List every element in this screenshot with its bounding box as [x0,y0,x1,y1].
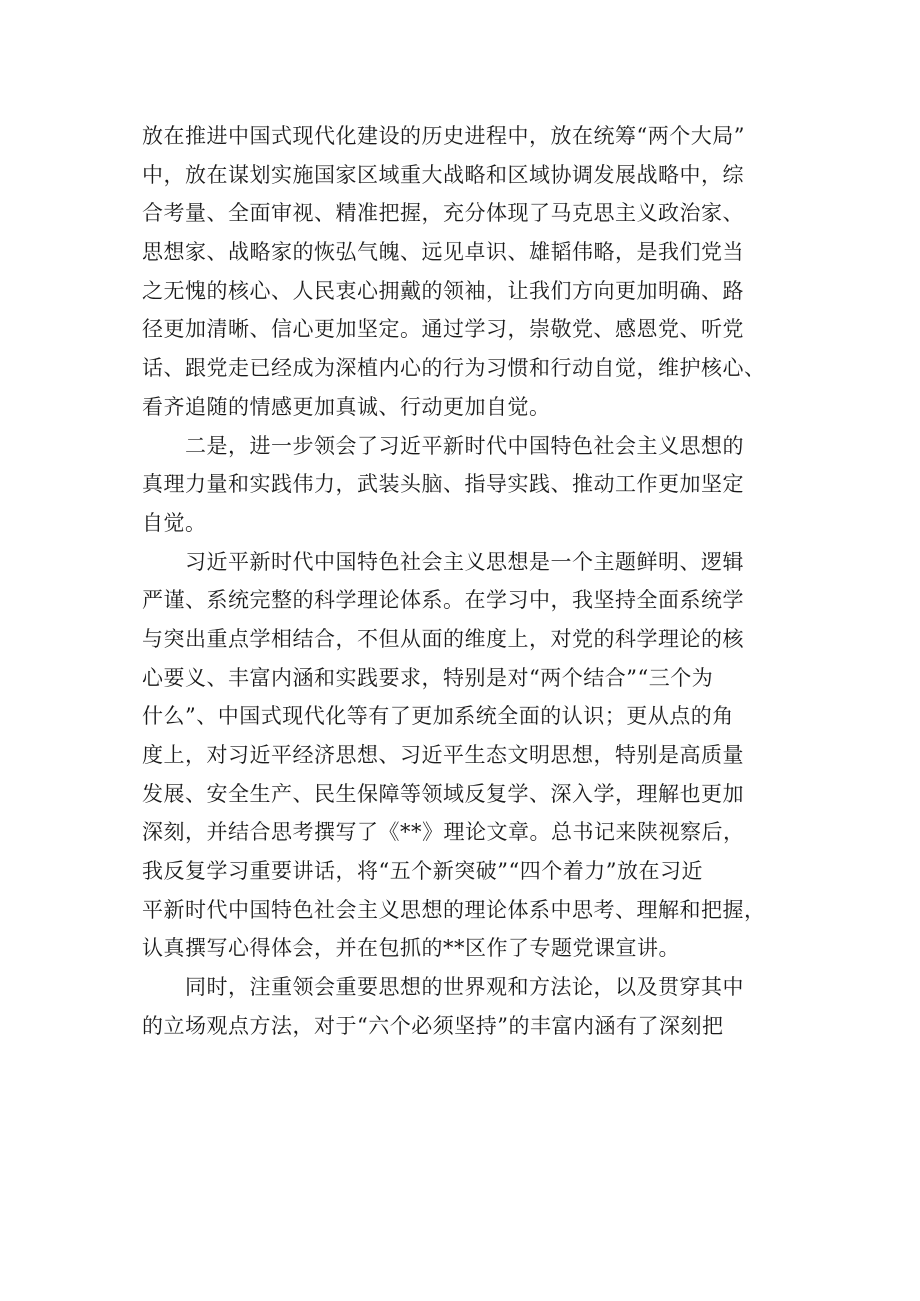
text-line: 的立场观点方法，对于“六个必须坚持”的丰富内涵有了深刻把 [142,1013,724,1038]
text-line: 发展、安全生产、民生保障等领域反复学、深入学，理解也更加 [142,781,744,806]
text-line: 中，放在谋划实施国家区域重大战略和区域协调发展战略中，综 [142,162,744,187]
text-line: 二是，进一步领会了习近平新时代中国特色社会主义思想的 [142,433,744,458]
text-line: 认真撰写心得体会，并在包抓的**区作了专题党课宣讲。 [142,936,680,961]
text-line: 平新时代中国特色社会主义思想的理论体系中思考、理解和把握， [142,897,766,922]
text-line: 心要义、丰富内涵和实践要求，特别是对“两个结合”“三个为 [142,665,714,690]
text-line: 同时，注重领会重要思想的世界观和方法论，以及贯穿其中 [142,975,744,1000]
text-line: 真理力量和实践伟力，武装头脑、指导实践、推动工作更加坚定 [142,472,744,497]
text-line: 话、跟党走已经成为深植内心的行为习惯和行动自觉，维护核心、 [142,356,766,381]
text-line: 我反复学习重要讲话，将“五个新突破”“四个着力”放在习近 [142,859,703,884]
text-line: 合考量、全面审视、精准把握，充分体现了马克思主义政治家、 [142,201,744,226]
text-line: 径更加清晰、信心更加坚定。通过学习，崇敬党、感恩党、听党 [142,317,744,342]
text-line: 度上，对习近平经济思想、习近平生态文明思想，特别是高质量 [142,743,744,767]
text-line: 深刻，并结合思考撰写了《**》理论文章。总书记来陕视察后， [142,820,745,845]
text-line: 思想家、战略家的恢弘气魄、远见卓识、雄韬伟略，是我们党当 [142,240,744,265]
text-line: 看齐追随的情感更加真诚、行动更加自觉。 [142,394,551,419]
text-line: 放在推进中国式现代化建设的历史进程中，放在统筹“两个大局” [142,124,745,148]
text-line: 什么”、中国式现代化等有了更加系统全面的认识；更从点的角 [142,704,734,729]
document-body [142,117,792,1046]
text-line: 严谨、系统完整的科学理论体系。在学习中，我坚持全面系统学 [142,588,744,613]
text-line: 自觉。 [142,510,207,535]
text-line: 与突出重点学相结合，不但从面的维度上，对党的科学理论的核 [142,626,744,651]
text-line: 之无愧的核心、人民衷心拥戴的领袖，让我们方向更加明确、路 [142,278,744,303]
text-line: 习近平新时代中国特色社会主义思想是一个主题鲜明、逻辑 [142,549,744,574]
